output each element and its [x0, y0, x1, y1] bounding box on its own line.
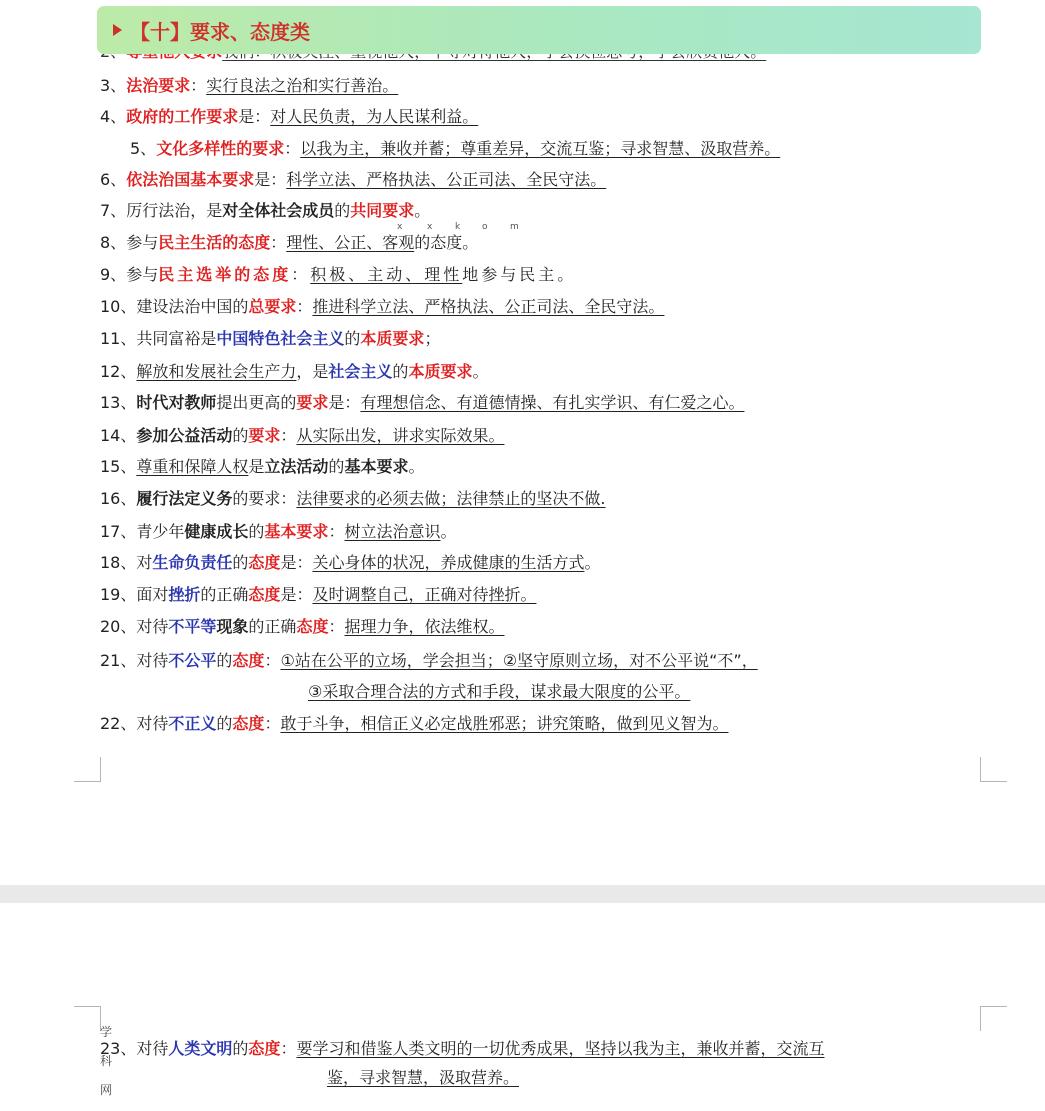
item-text: 地参与民主。 — [462, 265, 577, 284]
key-term: 对全体社会成员 — [222, 201, 335, 220]
key-term: 共同要求 — [350, 201, 415, 220]
tiny-mark: o — [482, 222, 488, 232]
list-item — [100, 488, 606, 510]
item-text: 的 — [334, 201, 351, 220]
list-item — [130, 138, 780, 160]
item-text: 参与 — [126, 233, 159, 252]
tiny-mark: x — [427, 222, 433, 232]
item-text: 对待 — [136, 714, 169, 733]
item-text: ： — [280, 426, 297, 445]
list-item — [100, 75, 398, 97]
list-item — [100, 1038, 824, 1060]
key-term: 要求 — [296, 393, 329, 412]
key-term: 不公平 — [168, 651, 217, 670]
item-number: 6、 — [100, 170, 127, 189]
item-text: 是： — [254, 170, 287, 189]
item-text: 的 — [392, 362, 409, 381]
item-text: 是： — [280, 585, 313, 604]
item-text: 。 — [408, 457, 425, 476]
page-corner-mark — [74, 757, 101, 782]
list-item — [308, 681, 690, 703]
item-text: 青少年 — [136, 522, 185, 541]
key-term: 不正义 — [168, 714, 217, 733]
underlined-answer: 有理想信念、有道德情操、有扎实学识、有仁爱之心。 — [360, 393, 745, 412]
item-text: 参与 — [126, 265, 159, 284]
underlined-answer: 解放和发展社会生产力 — [136, 362, 297, 381]
underlined-answer: 据理力争，依法维权。 — [344, 617, 505, 636]
item-text: ： — [264, 714, 281, 733]
list-item — [100, 296, 664, 318]
key-term: 政府的工作要求 — [126, 107, 239, 126]
section-banner — [97, 6, 981, 54]
key-term: 中国特色社会主义 — [216, 329, 345, 348]
item-text: ； — [424, 329, 441, 348]
key-term: 总要求 — [248, 297, 297, 316]
list-item — [100, 616, 504, 638]
section-title: 【十】要求、态度类 — [130, 19, 310, 44]
item-text: 的要求： — [232, 489, 297, 508]
item-number: 22、 — [100, 714, 137, 733]
item-text: ： — [291, 265, 311, 284]
item-number: 4、 — [100, 107, 127, 126]
item-number: 19、 — [100, 585, 137, 604]
item-text: 的 — [328, 457, 345, 476]
key-term: 法治要求 — [126, 76, 191, 95]
underlined-answer: 法律要求的必须去做；法律禁止的坚决不做. — [296, 489, 606, 508]
list-item — [100, 552, 600, 574]
key-term: 健康成长 — [184, 522, 249, 541]
underlined-answer: 敢于斗争，相信正义必定战胜邪恶；讲究策略，做到见义智为。 — [280, 714, 729, 733]
key-term: 态度 — [248, 553, 281, 572]
page-corner-mark — [74, 1006, 101, 1031]
item-number: 5、 — [130, 139, 157, 158]
key-term: 不平等 — [168, 617, 217, 636]
list-item — [100, 361, 488, 383]
item-text: 对待 — [136, 617, 169, 636]
item-text: 的 — [248, 522, 265, 541]
key-term: 基本要求 — [344, 457, 409, 476]
page-corner-mark — [980, 757, 1007, 782]
underlined-answer: 科学立法、严格执法、公正司法、全民守法。 — [286, 170, 607, 189]
key-term: 本质要求 — [360, 329, 425, 348]
underlined-answer: 尊重和保障人权 — [136, 457, 249, 476]
key-term: 依法治国基本要求 — [126, 170, 255, 189]
watermark-char: 网 — [100, 1083, 113, 1097]
item-text: 对 — [136, 553, 153, 572]
key-term: 要求 — [248, 426, 281, 445]
item-number: 8、 — [100, 233, 127, 252]
list-item — [100, 392, 744, 414]
list-item — [100, 169, 606, 191]
item-text: 。 — [440, 522, 457, 541]
item-text: 的态度。 — [414, 233, 479, 252]
tiny-mark: m — [510, 222, 519, 232]
key-term: 挫折 — [168, 585, 201, 604]
item-number: 12、 — [100, 362, 137, 381]
key-term: 民主生活的态度 — [158, 233, 271, 252]
key-term: 时代对教师 — [136, 393, 217, 412]
document-page-2 — [0, 903, 1045, 1111]
key-term: 文化多样性的要求 — [156, 139, 285, 158]
key-term: 态度 — [248, 1039, 281, 1058]
key-term: 参加公益活动 — [136, 426, 233, 445]
key-term: 态度 — [248, 585, 281, 604]
item-text: 的正确 — [248, 617, 297, 636]
item-number: 21、 — [100, 651, 137, 670]
item-text: 的 — [344, 329, 361, 348]
item-number: 10、 — [100, 297, 137, 316]
list-item — [100, 200, 430, 222]
key-term: 基本要求 — [264, 522, 329, 541]
watermark-char: 学 — [100, 1025, 113, 1039]
item-text: 。 — [472, 362, 489, 381]
list-item — [100, 106, 478, 128]
item-number: 23、 — [100, 1039, 137, 1058]
page-corner-mark — [980, 1006, 1007, 1031]
item-text: 的 — [216, 714, 233, 733]
item-number: 7、 — [100, 201, 127, 220]
item-text: 对待 — [136, 1039, 169, 1058]
item-text: 的 — [232, 553, 249, 572]
item-text: ： — [264, 651, 281, 670]
item-number: 3、 — [100, 76, 127, 95]
item-number: 16、 — [100, 489, 137, 508]
list-item — [100, 713, 728, 735]
key-term: 立法活动 — [264, 457, 329, 476]
underlined-answer: 推进科学立法、严格执法、公正司法、全民守法。 — [312, 297, 665, 316]
tiny-mark: k — [455, 222, 461, 232]
key-term: 态度 — [232, 651, 265, 670]
list-item — [100, 584, 536, 606]
item-text: 对待 — [136, 651, 169, 670]
key-term: 民主选举的态度 — [158, 265, 292, 284]
item-number: 17、 — [100, 522, 137, 541]
triangle-bullet-icon — [113, 24, 122, 36]
item-text: 是： — [280, 553, 313, 572]
key-term: 态度 — [232, 714, 265, 733]
item-text: 建设法治中国的 — [136, 297, 249, 316]
item-text: 的 — [216, 651, 233, 670]
item-text: 。 — [414, 201, 431, 220]
item-text: 。 — [584, 553, 601, 572]
item-number: 11、 — [100, 329, 137, 348]
item-number: 14、 — [100, 426, 137, 445]
key-term: 人类文明 — [168, 1039, 233, 1058]
item-text: 厉行法治，是 — [126, 201, 223, 220]
list-item — [100, 232, 478, 254]
key-term: 生命负责任 — [152, 553, 233, 572]
item-text: 的 — [232, 1039, 249, 1058]
key-term: 现象 — [216, 617, 249, 636]
item-text: ： — [284, 139, 301, 158]
underlined-answer: ③采取合理合法的方式和手段，谋求最大限度的公平。 — [308, 682, 691, 701]
list-item — [100, 521, 456, 543]
underlined-answer: 以我为主，兼收并蓄；尊重差异，交流互鉴；寻求智慧、汲取营养。 — [300, 139, 781, 158]
underlined-answer: 关心身体的状况，养成健康的生活方式 — [312, 553, 585, 572]
item-text: 是： — [238, 107, 271, 126]
tiny-mark: x — [397, 222, 403, 232]
item-text: ： — [190, 76, 207, 95]
list-item — [100, 425, 504, 447]
item-text: ： — [296, 297, 313, 316]
item-number: 13、 — [100, 393, 137, 412]
item-number: 15、 — [100, 457, 137, 476]
item-text: 是： — [328, 393, 361, 412]
item-text: 的正确 — [200, 585, 249, 604]
item-text: 共同富裕是 — [136, 329, 217, 348]
item-number: 18、 — [100, 553, 137, 572]
underlined-answer: 理性、公正、客观 — [286, 233, 415, 252]
item-text: 面对 — [136, 585, 169, 604]
item-text: ： — [328, 522, 345, 541]
item-text: ： — [328, 617, 345, 636]
item-text: ： — [270, 233, 287, 252]
list-item — [100, 650, 758, 672]
item-text: 的 — [232, 426, 249, 445]
underlined-answer: 对人民负责，为人民谋利益。 — [270, 107, 479, 126]
list-item — [327, 1067, 519, 1089]
item-text: ： — [280, 1039, 297, 1058]
underlined-answer: ①站在公平的立场，学会担当；②坚守原则立场，对不公平说“不”， — [280, 651, 758, 670]
watermark-char: 科 — [100, 1054, 113, 1068]
page-gap — [0, 885, 1045, 903]
underlined-answer: 鉴，寻求智慧，汲取营养。 — [327, 1068, 520, 1087]
underlined-answer: 积极、主动、理性 — [310, 265, 463, 284]
list-item — [100, 456, 424, 478]
underlined-answer: 要学习和借鉴人类文明的一切优秀成果，坚持以我为主，兼收并蓄，交流互 — [296, 1039, 825, 1058]
underlined-answer: 树立法治意识 — [344, 522, 441, 541]
underlined-answer: 及时调整自己，正确对待挫折。 — [312, 585, 537, 604]
key-term: 社会主义 — [328, 362, 393, 381]
list-item — [100, 264, 576, 286]
underlined-answer: 实行良法之治和实行善治。 — [206, 76, 399, 95]
list-item — [100, 328, 440, 350]
key-term: 态度 — [296, 617, 329, 636]
underlined-answer: 从实际出发，讲求实际效果。 — [296, 426, 505, 445]
item-text: ，是 — [296, 362, 329, 381]
item-number: 9、 — [100, 265, 127, 284]
item-text: 提出更高的 — [216, 393, 297, 412]
item-text: 是 — [248, 457, 265, 476]
item-number: 20、 — [100, 617, 137, 636]
key-term: 本质要求 — [408, 362, 473, 381]
key-term: 履行法定义务 — [136, 489, 233, 508]
